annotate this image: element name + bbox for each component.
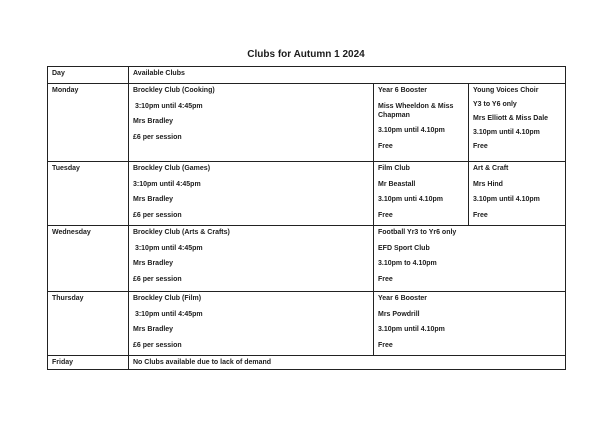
text-line: Mr Beastall: [378, 180, 416, 188]
text-line: 3.10pm to 4.10pm: [378, 260, 437, 267]
day-label: Friday: [52, 359, 74, 366]
text-line: Brockley Club (Film): [133, 295, 202, 302]
header-day-cell: [48, 67, 129, 84]
text-line: Brockley Club (Arts & Crafts): [133, 229, 230, 236]
text-line: Year 6 Booster: [378, 87, 428, 94]
text-line: 3:10pm until 4:45pm: [133, 102, 203, 110]
cell-tuesday-film-club: [374, 162, 469, 226]
text-line: Mrs Bradley: [133, 326, 174, 333]
text-line: Free: [473, 211, 488, 219]
text-line: 3:10pm until 4:45pm: [133, 180, 201, 188]
table-row-wednesday: [48, 226, 566, 292]
text-line: £6 per session: [133, 341, 182, 349]
text-line: Mrs Hind: [473, 180, 503, 188]
day-cell-monday: [48, 84, 129, 162]
text-line: 3:10pm until 4:45pm: [133, 310, 203, 318]
day-label: Tuesday: [52, 165, 80, 172]
table-row-thursday: [48, 292, 566, 356]
text-line: Brockley Club (Games): [133, 165, 211, 172]
text-line: 3.10pm until 4.10pm: [473, 196, 540, 203]
text-line: Film Club: [378, 165, 410, 172]
day-cell-friday: [48, 356, 129, 370]
text-line: Free: [378, 211, 393, 219]
cell-tuesday-brockley-games: [129, 162, 374, 226]
day-cell-wednesday: [48, 226, 129, 292]
text-line: Free: [378, 341, 393, 349]
day-label: Thursday: [52, 295, 84, 302]
header-available-clubs-cell: [129, 67, 566, 84]
text-line: Mrs Bradley: [133, 196, 174, 203]
clubs-table: [47, 66, 566, 370]
text-line: £6 per session: [133, 211, 182, 219]
header-available-clubs-label: Available Clubs: [133, 70, 185, 77]
cell-wednesday-brockley-arts-crafts: [129, 226, 374, 292]
day-cell-tuesday: [48, 162, 129, 226]
text-line: No Clubs available due to lack of demand: [133, 359, 272, 366]
cell-monday-young-voices-choir: [469, 84, 566, 162]
text-line: Y3 to Y6 only: [473, 101, 517, 108]
text-line: Free: [473, 143, 488, 150]
text-line: Free: [378, 275, 393, 283]
cell-friday-no-clubs: [129, 356, 566, 370]
page-title: Clubs for Autumn 1 2024: [247, 49, 365, 60]
day-label: Wednesday: [52, 229, 91, 236]
text-line: Mrs Elliott & Miss Dale: [473, 115, 549, 122]
table-row-friday: [48, 356, 566, 370]
text-line: £6 per session: [133, 275, 182, 283]
text-line: Mrs Powdrill: [378, 310, 420, 318]
text-line: Art & Craft: [473, 165, 509, 172]
table-row-tuesday: [48, 162, 566, 226]
text-line: Mrs Bradley: [133, 260, 174, 267]
text-line: Free: [378, 142, 393, 150]
text-line: Year 6 Booster: [378, 295, 428, 302]
day-label: Monday: [52, 87, 79, 94]
day-cell-thursday: [48, 292, 129, 356]
cell-monday-year6-booster: [374, 84, 469, 162]
cell-monday-brockley-cooking: [129, 84, 374, 162]
cell-thursday-year6-booster: [374, 292, 566, 356]
text-line: 3.10pm until 4.10pm: [378, 127, 445, 134]
cell-wednesday-football: [374, 226, 566, 292]
text-line: EFD Sport Club: [378, 244, 430, 252]
text-line: £6 per session: [133, 133, 182, 141]
text-line: Miss Wheeldon & Miss Chapman: [378, 102, 456, 119]
text-line: 3.10pm until 4.10pm: [378, 326, 445, 333]
table-row-header: [48, 67, 566, 84]
cell-tuesday-art-craft: [469, 162, 566, 226]
text-line: Brockley Club (Cooking): [133, 87, 215, 94]
cell-thursday-brockley-film: [129, 292, 374, 356]
text-line: 3.10pm unti 4.10pm: [378, 196, 443, 203]
text-line: Football Yr3 to Yr6 only: [378, 229, 457, 236]
text-line: Young Voices Choir: [473, 87, 539, 94]
text-line: 3.10pm until 4.10pm: [473, 129, 540, 136]
text-line: Mrs Bradley: [133, 118, 174, 125]
table-row-monday: [48, 84, 566, 162]
header-day-label: Day: [52, 70, 65, 77]
text-line: 3:10pm until 4:45pm: [133, 244, 203, 252]
